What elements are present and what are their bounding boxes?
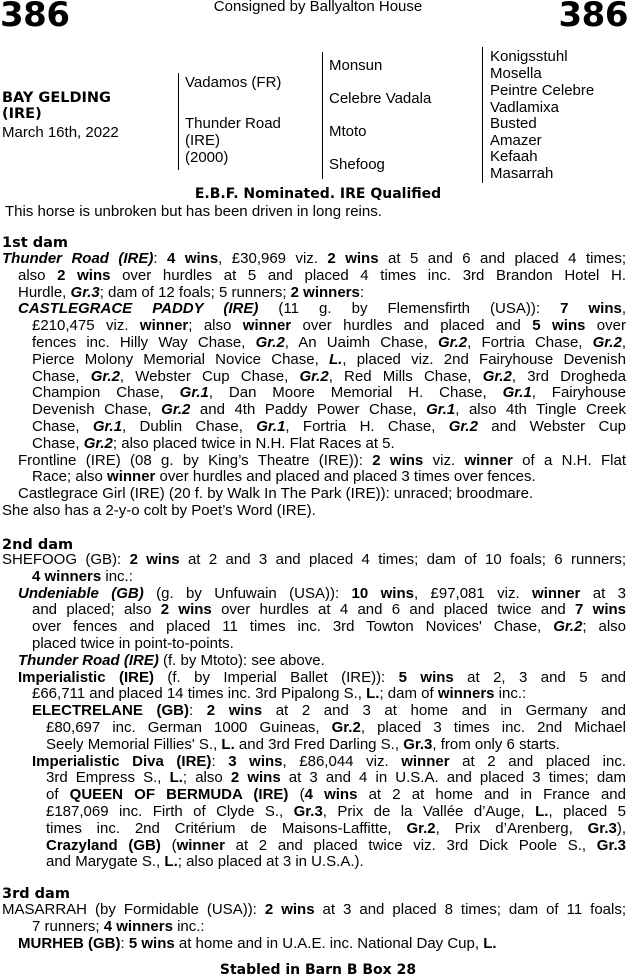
horse-description: BAY GELDING (2, 90, 111, 106)
nomination-note: E.B.F. Nominated. IRE Qualified (194, 186, 442, 202)
gen4-2: Mosella (490, 65, 542, 82)
unbroken-note: This horse is unbroken but has been driven in long reins. (5, 203, 382, 220)
pedigree-bracket-2 (322, 52, 323, 179)
sire: Vadamos (FR) (185, 74, 282, 91)
second-dam-heading: 2nd dam (2, 537, 74, 553)
foaling-date: March 16th, 2022 (2, 124, 119, 141)
second-dam-body: SHEFOOG (GB): 2 wins at 2 and 3 and placed 4 times; dam of 10 foals; 6 runners; 4 winners inc.: Undeniable (GB) (g. by Unfuwain (USA)): 10 wins, £97,081 viz. winner at 3 and placed; also 2 wins over hurdles at 4 and 6 and placed twice and 7 wins over fences and placed 11 times inc. 3rd Towton Novices' Chase, Gr.2; also placed twice in point-to-points. Thunder Road (IRE) (f. by Mtoto): see above. Imperialistic (IRE) (f. by Imperial Ballet (IRE)): 5 wins at 2, 3 and 5 and £66,711 and placed 14 times inc. 3rd Pipalong S., L.; dam of winners inc.: ELECTRELANE (GB): 2 wins at 2 and 3 at home and in Germany and £80,697 inc. German 1000 Guineas, Gr.2, placed 3 times inc. 2nd Michael Seely Memorial Fillies' S., L. and 3rd Fred Darling S., Gr.3, from only 6 starts. Imperialistic Diva (IRE): 3 wins, £86,044 viz. winner at 2 and placed inc. 3rd Empress S., L.; also 2 wins at 3 and 4 in U.S.A. and placed 3 times; dam of QUEEN OF BERMUDA (IRE) (4 wins at 2 at home and in France and £187,069 inc. Firth of Clyde S., Gr.3, Prix de la Vallée d’Auge, L., placed 5 times inc. 2nd Critérium de Maisons-Laffitte, Gr.2, Prix d’Arenberg, Gr.3), Crazyland (GB) (winner at 2 and placed twice viz. 3rd Dick Poole S., Gr.3 and Marygate S., L.; also placed at 3 in U.S.A.). (2, 551, 627, 871)
third-dam-body: MASARRAH (by Formidable (USA)): 2 wins at 3 and placed 8 times; dam of 11 foals; 7 runners; 4 winners inc.: MURHEB (GB): 5 wins at home and in U.A.E. inc. National Day Cup, L. (2, 901, 627, 952)
dam-name: Thunder Road (185, 115, 281, 132)
lot-number-right: 386 (558, 0, 628, 35)
lot-number-left: 386 (0, 0, 70, 35)
gen4-5: Busted (490, 115, 537, 132)
gen4-6: Amazer (490, 132, 542, 149)
pedigree-bracket-1 (178, 73, 179, 170)
second-dam: Shefoog (329, 156, 385, 173)
sires-dam: Celebre Vadala (329, 90, 432, 107)
consignor: Consigned by Ballyalton House (213, 0, 423, 15)
first-dam-heading: 1st dam (2, 235, 68, 251)
stable-location: Stabled in Barn B Box 28 (219, 962, 417, 978)
dam-year: (2000) (185, 149, 229, 166)
dam-country: (IRE) (185, 132, 220, 149)
gen4-1: Konigsstuhl (490, 48, 568, 65)
first-dam-body: Thunder Road (IRE): 4 wins, £30,969 viz. 2 wins at 5 and 6 and placed 4 times; also 2 wins over hurdles at 5 and placed 4 times inc. 3rd Brandon Hotel H. Hurdle, Gr.3; dam of 12 foals; 5 runners; 2 winners: CASTLEGRACE PADDY (IRE) (11 g. by Flemensfirth (USA)): 7 wins, £210,475 viz. winner; also winner over hurdles and placed and 5 wins over fences inc. Hilly Way Chase, Gr.2, An Uaimh Chase, Gr.2, Fortria Chase, Gr.2, Pierce Molony Memorial Novice Chase, L., placed viz. 2nd Fairyhouse Devenish Chase, Gr.2, Webster Cup Chase, Gr.2, Red Mills Chase, Gr.2, 3rd Drogheda Champion Chase, Gr.1, Dan Moore Memorial H. Chase, Gr.1, Fairyhouse Devenish Chase, Gr.2 and 4th Paddy Power Chase, Gr.1, also 4th Tingle Creek Chase, Gr.1, Dublin Chase, Gr.1, Fortria H. Chase, Gr.2 and Webster Cup Chase, Gr.2; also placed twice in N.H. Flat Races at 5. Frontline (IRE) (08 g. by King’s Theatre (IRE)): 2 wins viz. winner of a N.H. Flat Race; also winner over hurdles and placed and placed 3 times over fences. Castlegrace Girl (IRE) (20 f. by Walk In The Park (IRE)): unraced; broodmare. She also has a 2-y-o colt by Poet’s Word (IRE). (2, 250, 627, 519)
gen4-8: Masarrah (490, 165, 554, 182)
grandsire: Monsun (329, 57, 383, 74)
pedigree-bracket-3 (482, 47, 483, 183)
gen4-3: Peintre Celebre (490, 82, 595, 99)
gen4-7: Kefaah (490, 148, 538, 165)
horse-country: (IRE) (2, 106, 42, 122)
gen4-4: Vadlamixa (490, 99, 559, 116)
third-dam-heading: 3rd dam (2, 886, 70, 902)
dams-sire: Mtoto (329, 123, 367, 140)
